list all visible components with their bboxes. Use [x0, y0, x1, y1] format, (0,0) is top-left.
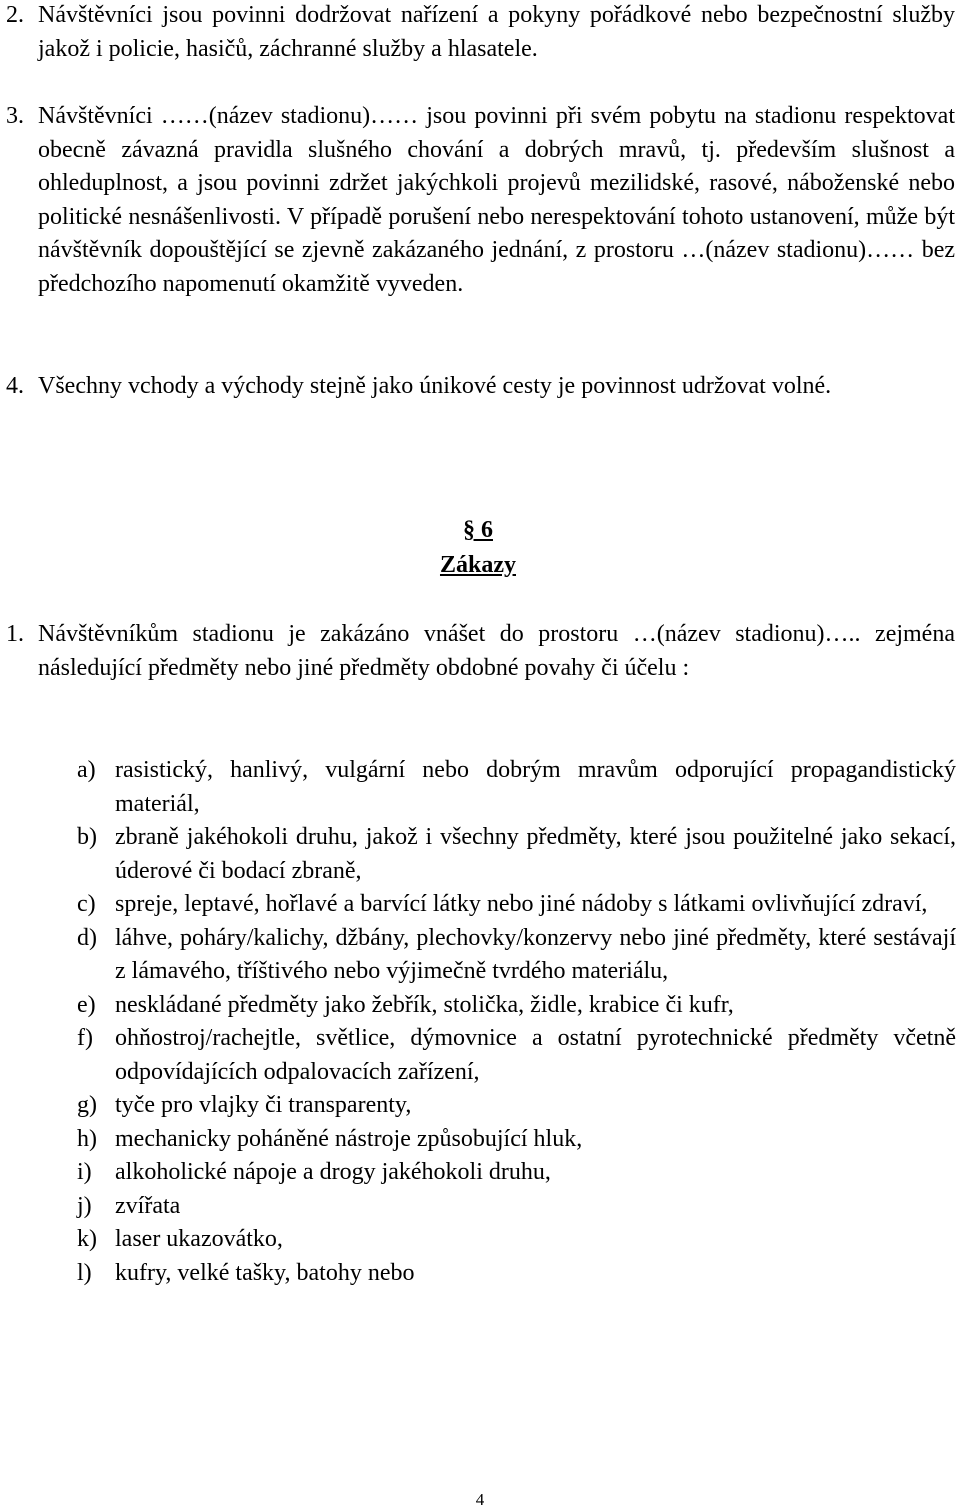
list-item-text: mechanicky poháněné nástroje způsobující hluk, — [115, 1125, 583, 1152]
list-item — [77, 989, 956, 1023]
section-number: § 6 — [463, 517, 493, 543]
list-item-letter: k) — [77, 1226, 97, 1252]
paragraph-text: Návštěvníkům stadionu je zakázáno vnášet do prostoru …(název stadionu)….. zejména následující předměty nebo jiné předměty obdobné povahy či účelu : — [38, 621, 955, 681]
list-item-text: spreje, leptavé, hořlavé a barvící látky nebo jiné nádoby s látkami ovlivňující zdraví, — [115, 891, 928, 917]
list-item — [77, 922, 956, 989]
list-item — [77, 1123, 956, 1157]
list-item — [77, 1089, 956, 1123]
paragraph-text: Všechny vchody a východy stejně jako únikové cesty je povinnost udržovat volné. — [38, 373, 832, 399]
list-item — [77, 888, 956, 922]
list-item-text: láhve, poháry/kalichy, džbány, plechovky/konzervy nebo jiné předměty, které sestávají z lámavého, tříštivého nebo výjimečně tvrdého materiálu, — [115, 924, 956, 984]
list-item-text: kufry, velké tašky, batohy nebo — [115, 1259, 415, 1286]
list-item-text: ohňostroj/rachejtle, světlice, dýmovnice a ostatní pyrotechnické předměty včetně odpovídajících odpalovacích zařízení, — [115, 1025, 956, 1085]
list-item-letter: a) — [77, 757, 96, 783]
paragraph-text: Návštěvníci jsou povinni dodržovat nařízení a pokyny pořádkové nebo bezpečnostní služby jakož i policie, hasičů, záchranné služby a hlasatele. — [38, 2, 955, 62]
list-item-text: tyče pro vlajky či transparenty, — [115, 1092, 412, 1118]
list-item-letter: f) — [77, 1025, 93, 1051]
paragraph-number: 4. — [6, 373, 24, 399]
list-item-text: zvířata — [115, 1192, 181, 1219]
paragraph-text: Návštěvníci ……(název stadionu)…… jsou povinni při svém pobytu na stadionu respektovat obecně závazná pravidla slušného chování a dobrých mravů, tj. především slušnost a ohleduplnost, a jsou povinni zdržet jakýchkoli projevů mezilidské, rasové, náboženské nebo politické nesnášenlivosti. V případě porušení nebo nerespektování tohoto ustanovení, může být návštěvník dopouštějící se zjevně zakázaného jednání, z prostoru …(název stadionu)…… bez předchozího napomenutí okamžitě vyveden. — [38, 103, 955, 297]
list-item-letter: g) — [77, 1092, 97, 1118]
list-item-text: alkoholické nápoje a drogy jakéhokoli druhu, — [115, 1159, 551, 1185]
section-title: Zákazy — [439, 552, 516, 578]
paragraph-2 — [6, 0, 955, 66]
list-item — [77, 1223, 956, 1257]
list-item — [77, 754, 956, 821]
paragraph-3 — [6, 100, 955, 301]
section-paragraph-1 — [6, 618, 955, 685]
paragraph-number: 1. — [6, 621, 24, 647]
list-item-text: rasistický, hanlivý, vulgární nebo dobrým mravům odporující propagandistický materiál, — [115, 757, 956, 817]
list-item-letter: i) — [77, 1159, 92, 1185]
list-item — [77, 1156, 956, 1190]
list-item — [77, 1257, 956, 1291]
prohibited-items-list — [0, 754, 960, 1290]
list-item-letter: l) — [77, 1259, 92, 1286]
list-item — [77, 821, 956, 888]
list-item — [77, 1190, 956, 1224]
list-item-text: neskládané předměty jako žebřík, stolička, židle, krabice či kufr, — [115, 991, 734, 1018]
paragraph-number: 2. — [6, 2, 24, 28]
list-item-letter: b) — [77, 824, 97, 850]
paragraph-number: 3. — [6, 103, 24, 129]
list-item-letter: c) — [77, 891, 96, 917]
paragraph-4 — [6, 370, 955, 404]
list-item-text: zbraně jakéhokoli druhu, jakož i všechny předměty, které jsou použitelné jako sekací, úderové či bodací zbraně, — [115, 824, 956, 884]
list-item-text: laser ukazovátko, — [115, 1226, 283, 1252]
list-item — [77, 1022, 956, 1089]
page-number: 4 — [475, 1490, 485, 1509]
list-item-letter: e) — [77, 991, 96, 1018]
list-item-letter: d) — [77, 924, 97, 951]
list-item-letter: h) — [77, 1125, 97, 1152]
list-item-letter: j) — [77, 1192, 92, 1219]
